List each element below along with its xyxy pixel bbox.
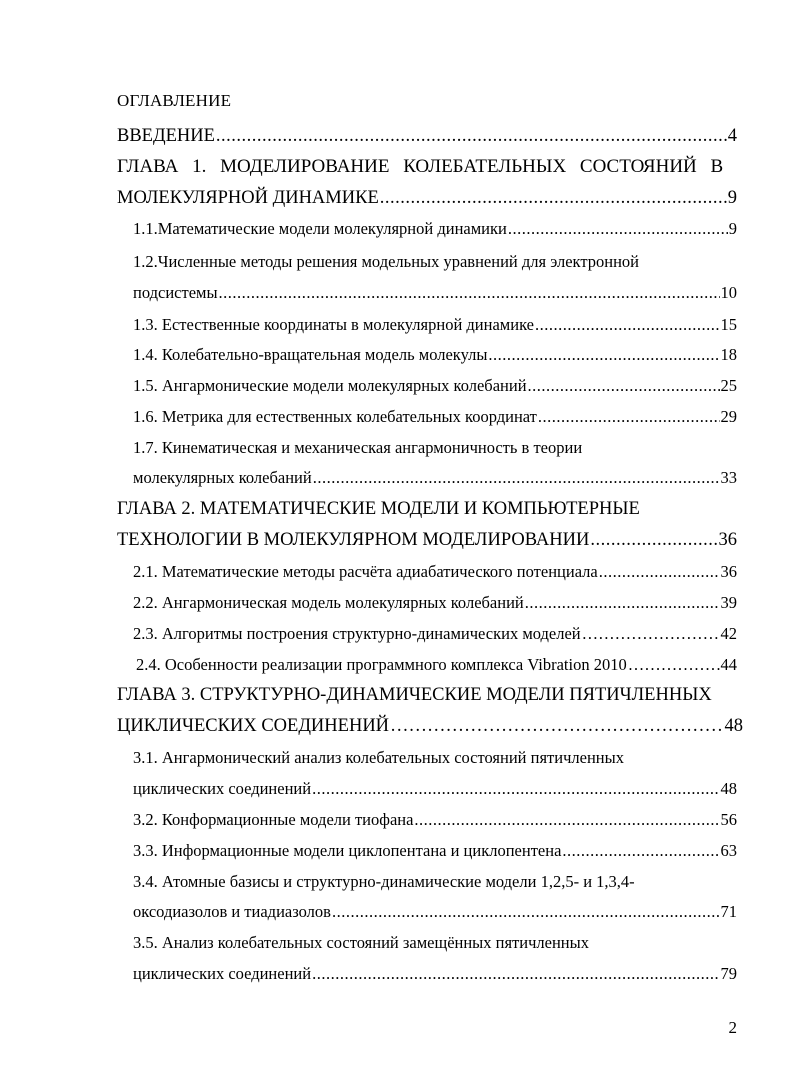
toc-entry-1-2-line1[interactable] [133, 250, 737, 274]
toc-chapter-3-line2[interactable] [117, 714, 743, 738]
toc-chapter-2-line1[interactable] [117, 497, 737, 521]
leader-dots [508, 217, 728, 241]
leader-dots [313, 466, 720, 490]
toc-entry-1-4[interactable] [133, 343, 737, 367]
toc-chapter-text: ГЛАВА 2. МАТЕМАТИЧЕСКИЕ МОДЕЛИ И КОМПЬЮТЕРНЫЕ [117, 499, 640, 519]
toc-entry-text: циклических соединений [133, 964, 312, 983]
toc-entry-1-3[interactable] [133, 313, 737, 337]
toc-entry-3-2[interactable] [133, 808, 737, 832]
toc-chapter-text: МОЛЕКУЛЯРНОЙ ДИНАМИКЕ [117, 188, 379, 208]
toc-entry-text: 1.6. Метрика для естественных колебательных координат [133, 407, 537, 426]
toc-page-number: 9 [728, 219, 737, 238]
leader-dots [628, 653, 720, 677]
toc-entry-text: ВВЕДЕНИЕ [117, 126, 215, 146]
toc-entry-2-1[interactable] [133, 560, 737, 584]
toc-entry-text: 1.4. Колебательно-вращательная модель молекулы [133, 345, 488, 364]
leader-dots [312, 962, 719, 986]
toc-entry-text: 3.3. Информационные модели циклопентана и циклопентена [133, 841, 562, 860]
toc-page-number: 36 [718, 530, 737, 550]
toc-page-number: 56 [720, 810, 737, 829]
leader-dots [390, 714, 723, 738]
leader-dots [525, 591, 720, 615]
leader-dots [535, 313, 720, 337]
leader-dots [414, 808, 719, 832]
toc-page-number: 44 [720, 655, 737, 674]
toc-page-number: 36 [720, 562, 737, 581]
leader-dots [332, 900, 720, 924]
toc-entry-1-7-line1[interactable] [133, 436, 737, 460]
leader-dots [538, 405, 720, 429]
toc-page-number: 48 [724, 716, 743, 736]
leader-dots [219, 281, 720, 305]
toc-entry-2-3[interactable] [133, 622, 737, 646]
toc-page-number: 71 [720, 902, 737, 921]
toc-page-number: 42 [720, 624, 737, 643]
toc-entry-text: 2.2. Ангармоническая модель молекулярных колебаний [133, 593, 524, 612]
toc-entry-text: 2.4. Особенности реализации программного комплекса Vibration 2010 [136, 655, 627, 674]
toc-chapter-1-line1[interactable] [117, 155, 737, 179]
toc-chapter-1-line2[interactable] [117, 186, 737, 210]
toc-page-number: 9 [727, 188, 737, 208]
toc-entry-intro[interactable] [117, 124, 737, 148]
leader-dots [312, 777, 719, 801]
toc-entry-text: 3.4. Атомные базисы и структурно-динамические модели 1,2,5- и 1,3,4- [133, 872, 635, 891]
toc-chapter-2-line2[interactable] [117, 528, 737, 552]
toc-entry-3-4-line2[interactable] [133, 900, 737, 924]
toc-page-number: 79 [720, 964, 737, 983]
toc-page-number: 10 [720, 283, 737, 302]
toc-entry-text: 1.2.Численные методы решения модельных уравнений для электронной [133, 252, 639, 271]
toc-entry-text: оксодиазолов и тиадиазолов [133, 902, 331, 921]
toc-entry-2-4[interactable] [136, 653, 737, 677]
toc-entry-2-2[interactable] [133, 591, 737, 615]
toc-page-number: 29 [720, 407, 737, 426]
toc-entry-text: молекулярных колебаний [133, 468, 312, 487]
leader-dots [590, 528, 717, 552]
toc-page-number: 33 [720, 468, 737, 487]
toc-entry-1-5[interactable] [133, 374, 737, 398]
toc-entry-text: 3.1. Ангармонический анализ колебательных состояний пятичленных [133, 748, 624, 767]
leader-dots [488, 343, 719, 367]
leader-dots [216, 124, 727, 148]
toc-entry-text: 2.3. Алгоритмы построения структурно-динамических моделей [133, 624, 581, 643]
leader-dots [599, 560, 720, 584]
toc-page-number: 18 [720, 345, 737, 364]
toc-chapter-text: ГЛАВА 3. СТРУКТУРНО-ДИНАМИЧЕСКИЕ МОДЕЛИ ПЯТИЧЛЕННЫХ [117, 685, 712, 705]
toc-entry-text: 1.1.Математические модели молекулярной динамики [133, 219, 507, 238]
toc-entry-1-7-line2[interactable] [133, 466, 737, 490]
toc-title: ОГЛАВЛЕНИЕ [117, 91, 232, 110]
toc-chapter-3-line1[interactable] [117, 683, 737, 707]
toc-entry-3-5-line1[interactable] [133, 931, 737, 955]
toc-entry-3-3[interactable] [133, 839, 737, 863]
toc-entry-text: 1.5. Ангармонические модели молекулярных колебаний [133, 376, 527, 395]
toc-page-number: 15 [720, 315, 737, 334]
toc-chapter-text: ГЛАВА 1. МОДЕЛИРОВАНИЕ КОЛЕБАТЕЛЬНЫХ СОСТОЯНИЙ В [117, 156, 724, 177]
toc-chapter-text: ТЕХНОЛОГИИ В МОЛЕКУЛЯРНОМ МОДЕЛИРОВАНИИ [117, 530, 590, 550]
leader-dots [528, 374, 720, 398]
toc-entry-text: 2.1. Математические методы расчёта адиабатического потенциала [133, 562, 598, 581]
toc-entry-text: 1.3. Естественные координаты в молекулярной динамике [133, 315, 534, 334]
toc-entry-3-1-line2[interactable] [133, 777, 737, 801]
toc-page-number: 25 [720, 376, 737, 395]
toc-entry-text: 1.7. Кинематическая и механическая ангармоничность в теории [133, 438, 583, 457]
toc-entry-1-6[interactable] [133, 405, 737, 429]
leader-dots [380, 186, 727, 210]
page-number: 2 [728, 1018, 737, 1037]
toc-entry-3-5-line2[interactable] [133, 962, 737, 986]
toc-page-number: 39 [720, 593, 737, 612]
toc-entry-1-2-line2[interactable] [133, 281, 737, 305]
toc-entry-3-1-line1[interactable] [133, 746, 737, 770]
toc-page-number: 4 [727, 126, 737, 146]
leader-dots [562, 839, 719, 863]
toc-chapter-text: ЦИКЛИЧЕСКИХ СОЕДИНЕНИЙ [117, 716, 390, 736]
toc-entry-text: подсистемы [133, 283, 218, 302]
leader-dots [582, 622, 720, 646]
toc-page-number: 63 [720, 841, 737, 860]
toc-page-number: 48 [720, 779, 737, 798]
toc-entry-text: 3.5. Анализ колебательных состояний замещённых пятичленных [133, 933, 589, 952]
toc-entry-1-1[interactable] [133, 217, 737, 241]
toc-entry-text: циклических соединений [133, 779, 312, 798]
toc-entry-text: 3.2. Конформационные модели тиофана [133, 810, 414, 829]
toc-entry-3-4-line1[interactable] [133, 870, 737, 894]
